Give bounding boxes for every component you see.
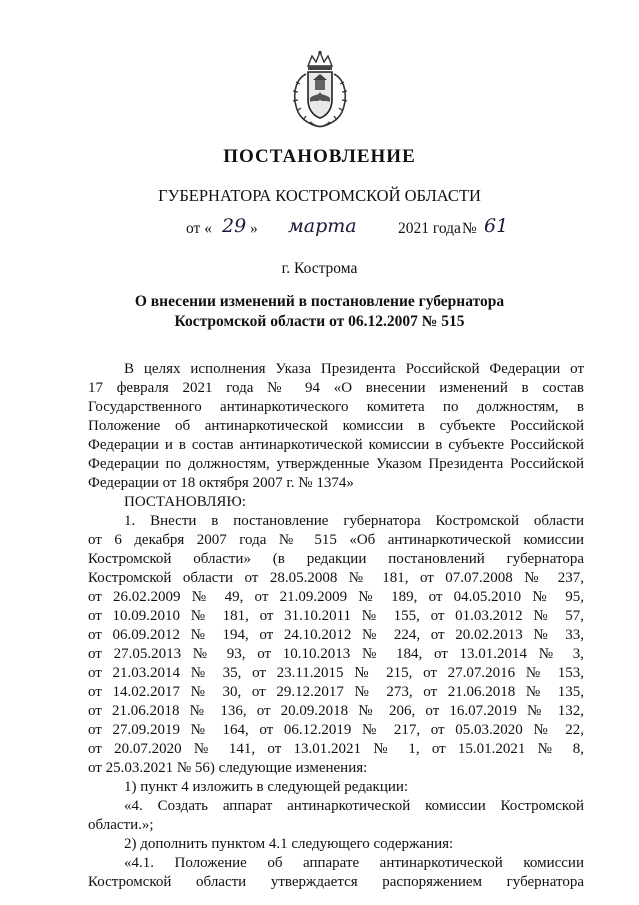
item1-line: от 27.05.2013 № 93, от 10.10.2013 № 184, от 13.01.2014 № 3,: [88, 646, 584, 662]
subitem-2-text-line: Костромской области утверждается распоряжением губернатора: [88, 874, 584, 890]
document-title: ПОСТАНОВЛЕНИЕ: [223, 146, 416, 167]
subitem-1: 1) пункт 4 изложить в следующей редакции:: [124, 779, 409, 795]
date-close-quote: »: [250, 220, 258, 237]
subject-line: Костромской области от 06.12.2007 № 515: [174, 313, 465, 330]
item1-line: Костромской области» (в редакции постановлений губернатора: [88, 551, 584, 567]
item1-line: от 25.03.2021 № 56) следующие изменения:: [88, 760, 368, 776]
preamble-line: Положение об антинаркотической комиссии в субъекте Российской: [88, 418, 584, 434]
date-month: марта: [288, 215, 357, 237]
item1-line: от 26.02.2009 № 49, от 21.09.2009 № 189, от 04.05.2010 № 95,: [88, 589, 584, 605]
item1-line: от 14.02.2017 № 30, от 29.12.2017 № 273, от 21.06.2018 № 135,: [88, 684, 584, 700]
subitem-2-text-line: «4.1. Положение об аппарате антинаркотической комиссии: [124, 855, 584, 871]
subitem-2: 2) дополнить пунктом 4.1 следующего содержания:: [124, 836, 454, 852]
date-year: 2021 года: [398, 220, 461, 237]
document-subject: [0, 292, 639, 332]
date-prefix: от «: [186, 220, 212, 237]
date-day: 29: [222, 215, 247, 237]
subitem-1-text-line: области.»;: [88, 817, 154, 833]
city-line: г. Кострома: [281, 260, 358, 277]
item1-line: от 10.09.2010 № 181, от 31.10.2011 № 155, от 01.03.2012 № 57,: [88, 608, 584, 624]
preamble-line: Федерации от 18 октября 2007 г. № 1374»: [88, 475, 354, 491]
item1-line: от 21.06.2018 № 136, от 20.09.2018 № 206, от 16.07.2019 № 132,: [88, 703, 584, 719]
coat-of-arms-emblem: [288, 50, 352, 132]
preamble-line: В целях исполнения Указа Президента Российской Федерации от: [124, 361, 584, 377]
subitem-1-text-line: «4. Создать аппарат антинаркотической комиссии Костромской: [124, 798, 584, 814]
item1-line: от 20.07.2020 № 141, от 13.01.2021 № 1, от 15.01.2021 № 8,: [88, 741, 584, 757]
preamble-line: Государственного антинаркотического комитета по должностям, в: [88, 399, 584, 415]
item1-line: от 06.09.2012 № 194, от 24.10.2012 № 224, от 20.02.2013 № 33,: [88, 627, 584, 643]
document-body: [88, 360, 584, 892]
subject-line: О внесении изменений в постановление губернатора: [134, 293, 505, 310]
preamble-line: Федерации по должностям, утвержденные Указом Президента Российской: [88, 456, 584, 472]
item1-line: от 6 декабря 2007 года № 515 «Об антинаркотической комиссии: [88, 532, 584, 548]
preamble-line: Федерации и в состав антинаркотической комиссии в субъекте Российской: [88, 437, 584, 453]
item1-line: 1. Внести в постановление губернатора Костромской области: [124, 513, 584, 529]
number-sign: №: [462, 220, 477, 237]
item1-line: Костромской области от 28.05.2008 № 181, от 07.07.2008 № 237,: [88, 570, 584, 586]
item1-line: от 27.09.2019 № 164, от 06.12.2019 № 217, от 05.03.2020 № 22,: [88, 722, 584, 738]
item1-line: от 21.03.2014 № 35, от 23.11.2015 № 215, от 27.07.2016 № 153,: [88, 665, 584, 681]
preamble-line: 17 февраля 2021 года № 94 «О внесении изменений в состав: [88, 380, 584, 396]
resolve-word: ПОСТАНОВЛЯЮ:: [124, 494, 246, 510]
document-number: 61: [484, 215, 509, 237]
issuer-line: ГУБЕРНАТОРА КОСТРОМСКОЙ ОБЛАСТИ: [158, 186, 481, 205]
